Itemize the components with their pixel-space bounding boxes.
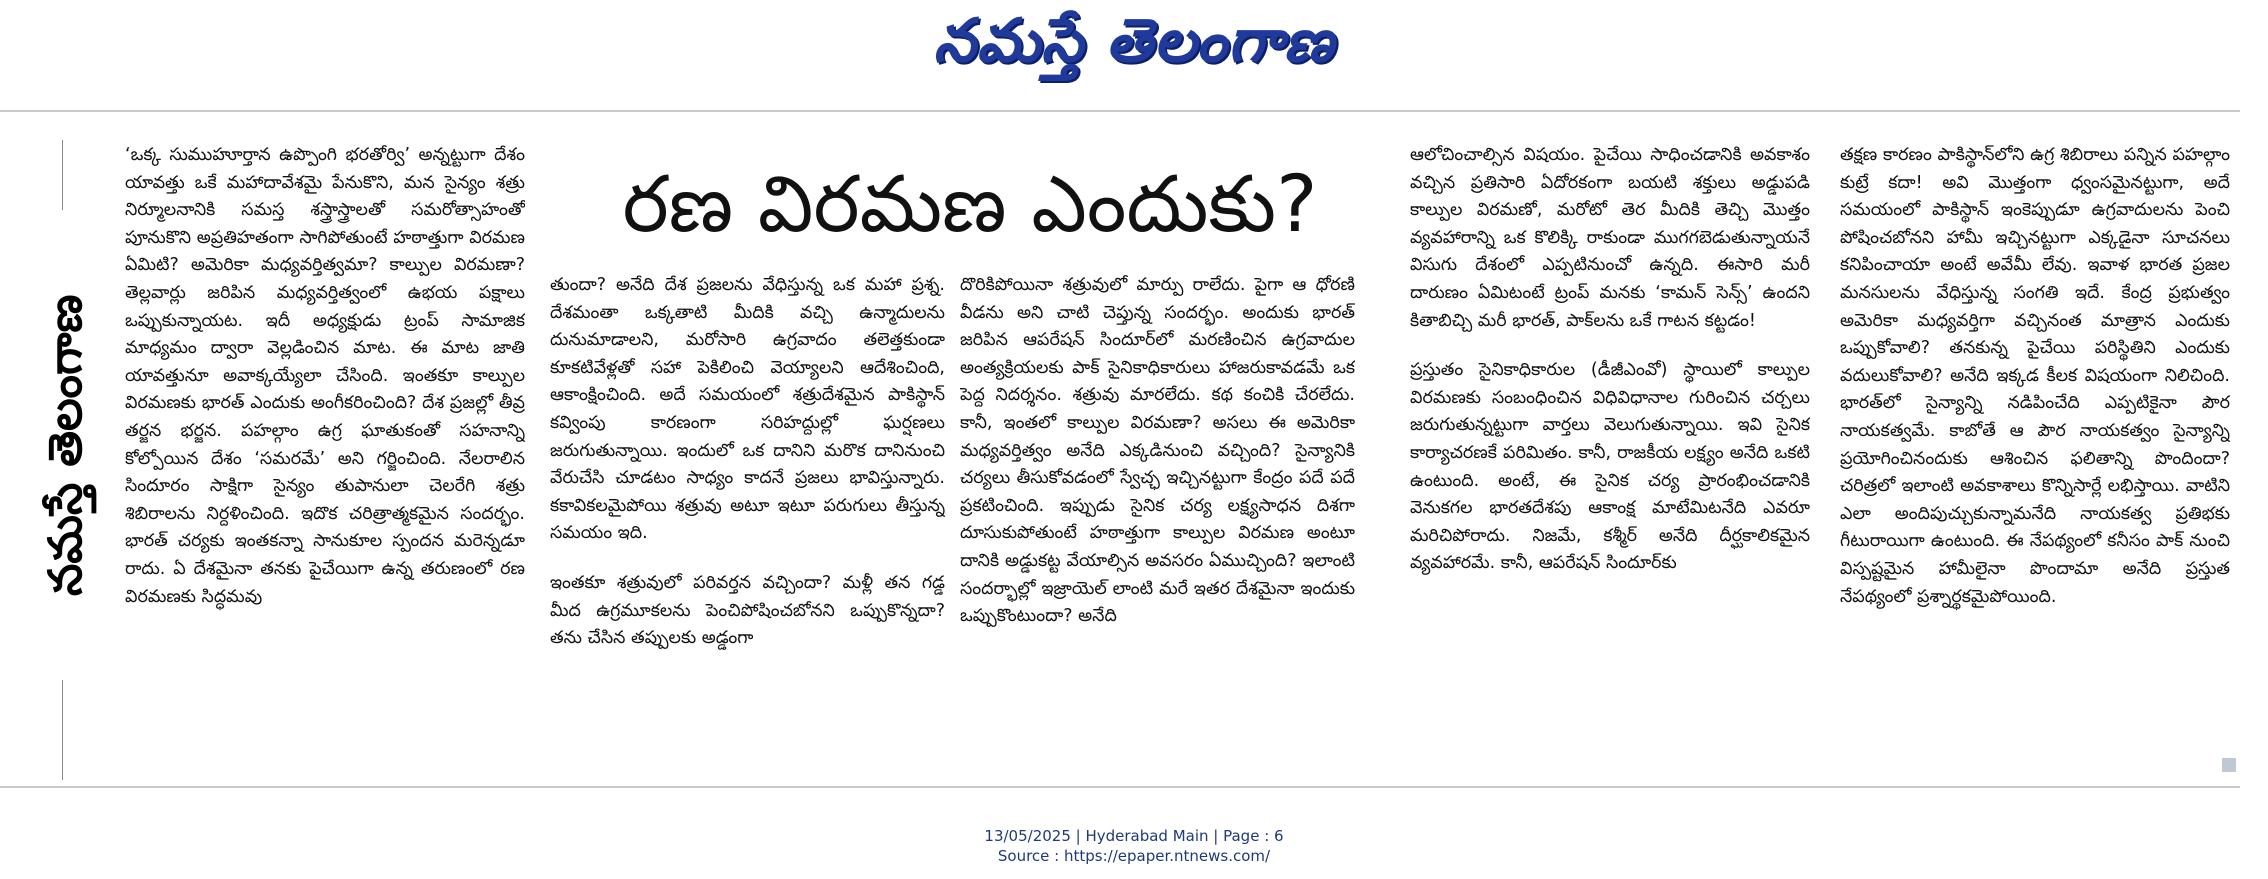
side-divider-top [62,140,63,210]
page-footer [0,826,2268,866]
side-logo-panel [20,140,110,780]
editorial-headline: రణ విరమణ ఎందుకు? [622,160,1318,250]
article-end-icon [2222,758,2236,772]
article-column-5 [1840,142,2230,782]
side-newspaper-label: నమస్తే తెలంగాణ [38,294,92,596]
article-column-3 [960,272,1355,782]
article-column-4 [1410,142,1810,782]
paragraph: ఇంతకూ శత్రువులో పరివర్తన వచ్చిందా? మళ్లీ తన గడ్డ మీద ఉగ్రమూకలను పెంచిపోషించబోనని ఒప్పుకొన్నదా? తను చేసిన తప్పులకు అడ్డంగా [550,572,945,649]
newspaper-logo: నమస్తే తెలంగాణ [933,6,1335,76]
article-column-1 [125,142,525,782]
top-divider [0,110,2240,112]
paragraph: ప్రస్తుతం సైనికాధికారుల (డీజీఎంవో) స్థాయిలో కాల్పుల విరమణకు సంబంధించిన విధివిధానాల గురించిన చర్చలు జరుగుతున్నట్టుగా వార్తలు వెలుగుతున్నాయి. ఇవి సైనిక కార్యాచరణకే పరిమితం. కానీ, రాజకీయ లక్ష్యం అనేది ఒకటి ఉంటుంది. అంటే, ఈ సైనిక చర్య ప్రారంభించడానికి వెనుకగల భారతదేశపు ఆకాంక్ష మాటేమిటనేది ఎవరూ మరిచిపోరాదు. నిజమే, కశ్మీర్‌ అనేది దీర్ఘకాలికమైన వ్యవహారమే. కానీ, ఆపరేషన్‌ సిందూర్‌కు [1410,360,1810,574]
bottom-divider [0,786,2240,788]
paragraph: ‘ఒక్క సుముహూర్తాన ఉప్పొంగి భరతోర్వి’ అన్నట్టుగా దేశం యావత్తు ఒకే మహాదావేశమై పేనుకొని, మన సైన్యం శత్రు నిర్మూలనానికి సమస్త శస్త్రాస్త్రాలతో సమరోత్సాహంతో పూనుకొని అప్రతిహతంగా సాగిపోతుంటే హఠాత్తుగా విరమణ ఏమిటి? అమెరికా మధ్యవర్తిత్వమా? కాల్పుల విరమణా? తెల్లవార్లు జరిపిన మధ్యవర్తిత్వంలో ఉభయ పక్షాలు ఒప్పుకున్నాయట. ఇదీ అధ్యక్షుడు ట్రంప్‌ సామాజిక మాధ్యమం ద్వారా వెల్లడించిన మాట. ఈ మాట జాతి యావత్తునూ అవాక్కయ్యేలా చేసింది. ఇంతకూ కాల్పుల విరమణకు భారత్‌ ఎందుకు అంగీకరించింది? దేశ ప్రజల్లో తీవ్ర తర్జన భర్జన. పహల్గాం ఉగ్ర ఘాతుకంతో సహనాన్ని కోల్పోయిన దేశం ‘సమరమే’ అని గర్జించింది. నేలరాలిన సిందూరం సాక్షిగా సైన్యం తుపానులా చెలరేగి శత్రు శిబిరాలను నిర్దళించింది. ఇదొక చరిత్రాత్మకమైన సందర్భం. భారత్‌ చర్యకు ఇంతకన్నా సానుకూల స్పందన మరెన్నడూ రాదు. ఏ దేశమైనా తనకు పైచేయిగా ఉన్న తరుణంలో రణ విరమణకు సిద్ధమవు [125,145,525,607]
paragraph: తుందా? అనేది దేశ ప్రజలను వేధిస్తున్న ఒక మహా ప్రశ్న. దేశమంతా ఒక్కతాటి మీదికి వచ్చి ఉన్మాదులను దునుమాడాలని, మరోసారి ఉగ్రవాదం తలెత్తకుండా కూకటివేళ్లతో సహా పెకిలించి వెయ్యాలని ఆదేశించింది, ఆకాంక్షించింది. అదే సమయంలో శత్రుదేశమైన పాకిస్థాన్‌ కవ్వింపు కారణంగా సరిహద్దుల్లో ఘర్షణలు జరుగుతున్నాయి. ఇందులో ఒక దానిని మరొక దానినుంచి వేరుచేసి చూడటం సాధ్యం కాదనే ప్రజలు భావిస్తున్నారు. కకావికలమైపోయి శత్రువు అటూ ఇటూ పరుగులు తీస్తున్న సమయం ఇది. [550,275,945,544]
side-divider-bottom [62,680,63,780]
masthead [0,0,2268,100]
paragraph: దొరికిపోయినా శత్రువులో మార్పు రాలేదు. పైగా ఆ ధోరణి వీడను అని చాటి చెప్తున్న సందర్భం. అందుకు భారత్‌ జరిపిన ఆపరేషన్‌ సిందూర్‌లో మరణించిన ఉగ్రవాదుల అంత్యక్రియలకు పాక్‌ సైనికాధికారులు హాజరుకావడమే ఒక పెద్ద నిదర్శనం. శత్రువు మారలేదు. కథ కంచికి చేరలేదు. కానీ, ఇంతలో కాల్పుల విరమణా? అసలు ఈ అమెరికా మధ్యవర్తిత్వం అనేది ఎక్కడినుంచి వచ్చింది? సైన్యానికి చర్యలు తీసుకోవడంలో స్వేచ్ఛ ఇచ్చినట్టుగా కేంద్రం పదే పదే ప్రకటించింది. ఇప్పుడు సైనిక చర్య లక్ష్యసాధన దిశగా దూసుకుపోతుంటే హఠాత్తుగా కాల్పుల విరమణ అంటూ దానికి అడ్డుకట్ట వేయాల్సిన అవసరం ఏముచ్చింది? ఇలాంటి సందర్భాల్లో ఇజ్రాయెల్‌ లాంటి మరే ఇతర దేశమైనా ఇందుకు ఒప్పుకొంటుందా? అనేది [960,275,1355,627]
paragraph: ఆలోచించాల్సిన విషయం. పైచేయి సాధించడానికి అవకాశం వచ్చిన ప్రతిసారి ఏదోరకంగా బయటి శక్తులు అడ్డుపడి కాల్పుల విరమణో, మరోటో తెర మీదికి తెచ్చి మొత్తం వ్యవహారాన్ని ఒక కొలిక్కి రాకుండా ముగగబెడుతున్నాయనే విసుగు దేశంలో ఎప్పటినుంచో ఉన్నది. ఈసారి మరీ దారుణం ఏమిటంటే ట్రంప్‌ మనకు ‘కామన్‌ సెన్స్‌’ ఉందని కితాబిచ్చి మరీ భారత్‌, పాక్‌లను ఒకే గాటన కట్టడం! [1410,145,1810,331]
paragraph: తక్షణ కారణం పాకిస్థాన్‌లోని ఉగ్ర శిబిరాలు పన్నిన పహల్గాం కుట్రే కదా! అవి మొత్తంగా ధ్వంసమైనట్టుగా, అదే సమయంలో పాకిస్థాన్‌ ఇంకెప్పుడూ ఉగ్రవాదులను పెంచి పోషించబోనని హామీ ఇచ్చినట్టుగా ఎక్కడైనా సూచనలు కనిపించాయా అంటే అవేమీ లేవు. ఇవాళ భారత ప్రజల మనసులను వేధిస్తున్న సంగతి ఇదే. కేంద్ర ప్రభుత్వం అమెరికా మధ్యవర్తిగా వచ్చినంత మాత్రాన ఎందుకు ఒప్పుకోవాలి? తనకున్న పైచేయి పరిస్థితిని ఎందుకు వదులుకోవాలి? అనేది ఇక్కడ కీలక విషయంగా నిలిచింది. భారత్‌లో సైన్యాన్ని నడిపించేది ఎప్పటికైనా పౌర నాయకత్వమే. కాబోతే ఆ పౌర నాయకత్వం సైన్యాన్ని ప్రయోగించినందుకు ఆశించిన ఫలితాన్ని పొందిందా? చరిత్రలో ఇలాంటి అవకాశాలు కొన్నిసార్లే లభిస్తాయి. వాటిని ఎలా అందిపుచ్చుకున్నామనేది నాయకత్వ ప్రతిభకు గీటురాయిగా ఉంటుంది. ఈ నేపథ్యంలో కనీసం పాక్‌ నుంచి విస్పష్టమైన హామీలైనా పొందామా అనేది ప్రస్తుత నేపథ్యంలో ప్రశ్నార్థకమైపోయింది. [1840,145,2230,607]
source-link[interactable]: Source : https://epaper.ntnews.com/ [997,847,1271,865]
article-column-2 [550,272,945,782]
edition-info: 13/05/2025 | Hyderabad Main | Page : 6 [984,827,1284,845]
